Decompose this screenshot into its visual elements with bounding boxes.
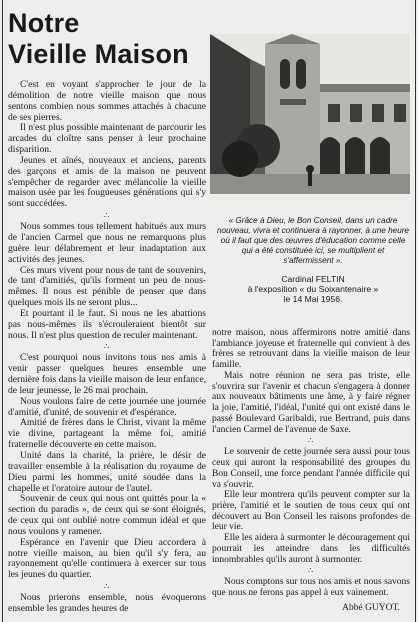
paragraph: Espérance en l'avenir que Dieu accordera à notre vieille maison, au bien qu'il s'y fera, au rayonnement qu'elle continuera à exercer sur tous les jeunes du quartier. (8, 536, 206, 581)
cloister-photo-drawing (210, 34, 410, 194)
paragraph: Jeunes et aînés, nouveaux et anciens, parents des garçons et amis de la maison ne peuvent s'empêcher de regarder avec mélancolie la vieille maison usée par les fougueuses générations qui s'y sont succédées. (8, 154, 206, 210)
paragraph: Elle leur montrera qu'ils peuvent compter sur la prière, l'amitié et le soutien de tous ceux qui ont découvert au Bon Conseil les raisons profondes de leur vie. (212, 490, 410, 533)
section-separator: ∴ (103, 211, 111, 221)
section-separator: ∴ (307, 436, 315, 446)
cloister-photo (210, 34, 410, 194)
paragraph: Nous prierons ensemble, nous évoquerons ensemble les grandes heures de (8, 592, 206, 614)
section-separator: ∴ (307, 566, 315, 576)
paragraph: Mais notre réunion ne sera pas triste, elle s'ouvrira sur l'avenir et chacun s'engagera à donner aux nouveaux bâtiments une âme, à y faire régner la joie, l'amitié, l'idéal, l'unité qui ont existé dans le passé Boulevard Garibaldi, rue Bertrand, puis dans l'ancien Carmel de l'avenue de Saxe. (212, 370, 410, 435)
paragraph: Ces murs vivent pour nous de tant de souvenirs, de tant d'amitiés, qu'ils forment un peu de nous-mêmes. Il nous est pénible de penser que dans quelques mois ils ne seront plus... (8, 264, 206, 309)
paragraph: Amitié de frères dans le Christ, vivant la même vie divine, partageant la même foi, amitié fraternelle découverte en cette maison. (8, 417, 206, 451)
left-column-top (8, 80, 206, 615)
paragraph: Et pourtant il le faut. Si nous ne les abattions pas nous-mêmes ils s'écrouleraient bientôt sur nous. Il n'est plus question de reculer maintenant. (8, 307, 206, 341)
section-separator: ∴ (103, 342, 111, 352)
paragraph: Le souvenir de cette journée sera aussi pour tous ceux qui auront la responsabilité des groupes du Bon Conseil, une force pendant l'année difficile qui va s'ouvrir. (212, 447, 410, 490)
paragraph: Elle les aidera à surmonter le découragement qui pourrait les atteindre dans les difficultés innombrables qu'ils auront à surmonter. (212, 533, 410, 565)
paragraph: Souvenir de ceux qui nous ont quittés pour la « section du paradis », de ceux qui se sont éloignés, de ceux qui ont oublié notre commun idéal et que nous voulons y ramener. (8, 493, 206, 537)
right-column (212, 328, 410, 614)
paragraph: Nous voulons faire de cette journée une journée d'amitié, d'unité, de souvenir et d'espérance. (8, 395, 206, 418)
paragraph: Unité dans la charité, la prière, le désir de travailler ensemble à la réalisation du royaume de Dieu parmi les hommes, unité soudée dans la chapelle et l'oratoire autour de l'autel. (8, 450, 206, 494)
title-line-2: Vieille Maison (8, 39, 189, 69)
paragraph: C'est pourquoi nous invitons tous nos amis à venir passer quelques heures ensemble une dernière fois dans la vieille maison de leur enfance, de leur jeunesse, le 26 mai prochain. (8, 352, 206, 396)
section-separator: ∴ (103, 582, 111, 592)
quote-author: Cardinal FELTIN (281, 274, 345, 284)
paragraph: C'est en voyant s'approcher le jour de la démolition de notre vieille maison que nous sentons combien nous sommes attachés à chacune de ses pierres. (8, 79, 206, 123)
quote-occasion: à l'exposition « du Soixantenaire » (247, 284, 379, 295)
page-border-left (2, 0, 3, 622)
paragraph: Nous sommes tous tellement habitués aux murs de l'ancien Carmel que nous ne remarquons plus guère leur délabrement et leur inadaptation aux activités des jeunes. (8, 221, 206, 265)
paragraph: Il n'est plus possible maintenant de parcourir les arcades du cloître sans penser à leur prochaine disparition. (8, 122, 206, 156)
cardinal-quote: « Grâce à Dieu, le Bon Conseil, dans un cadre nouveau, vivra et continuera à rayonner, à une heure où il faut que des œuvres d'éducation comme celle qui a été constituée ici, se multiplient et s'affermissent ». (216, 216, 410, 265)
page-border-right (415, 0, 416, 622)
title-line-1: Notre (8, 8, 80, 38)
paragraph: notre maison, nous affermirons notre amitié dans l'ambiance joyeuse et fraternelle qui convient à des frères se retrouvant dans la vieille maison de leur famille. (212, 328, 410, 371)
quote-attribution (216, 274, 410, 305)
article-title (8, 8, 208, 70)
quote-date: le 14 Mai 1956. (283, 294, 343, 305)
signature: Abbé GUYOT. (342, 602, 400, 613)
paragraph: Nous comptons sur tous nos amis et nous savons que nous ne ferons pas appel à eux vainement. (212, 577, 410, 599)
